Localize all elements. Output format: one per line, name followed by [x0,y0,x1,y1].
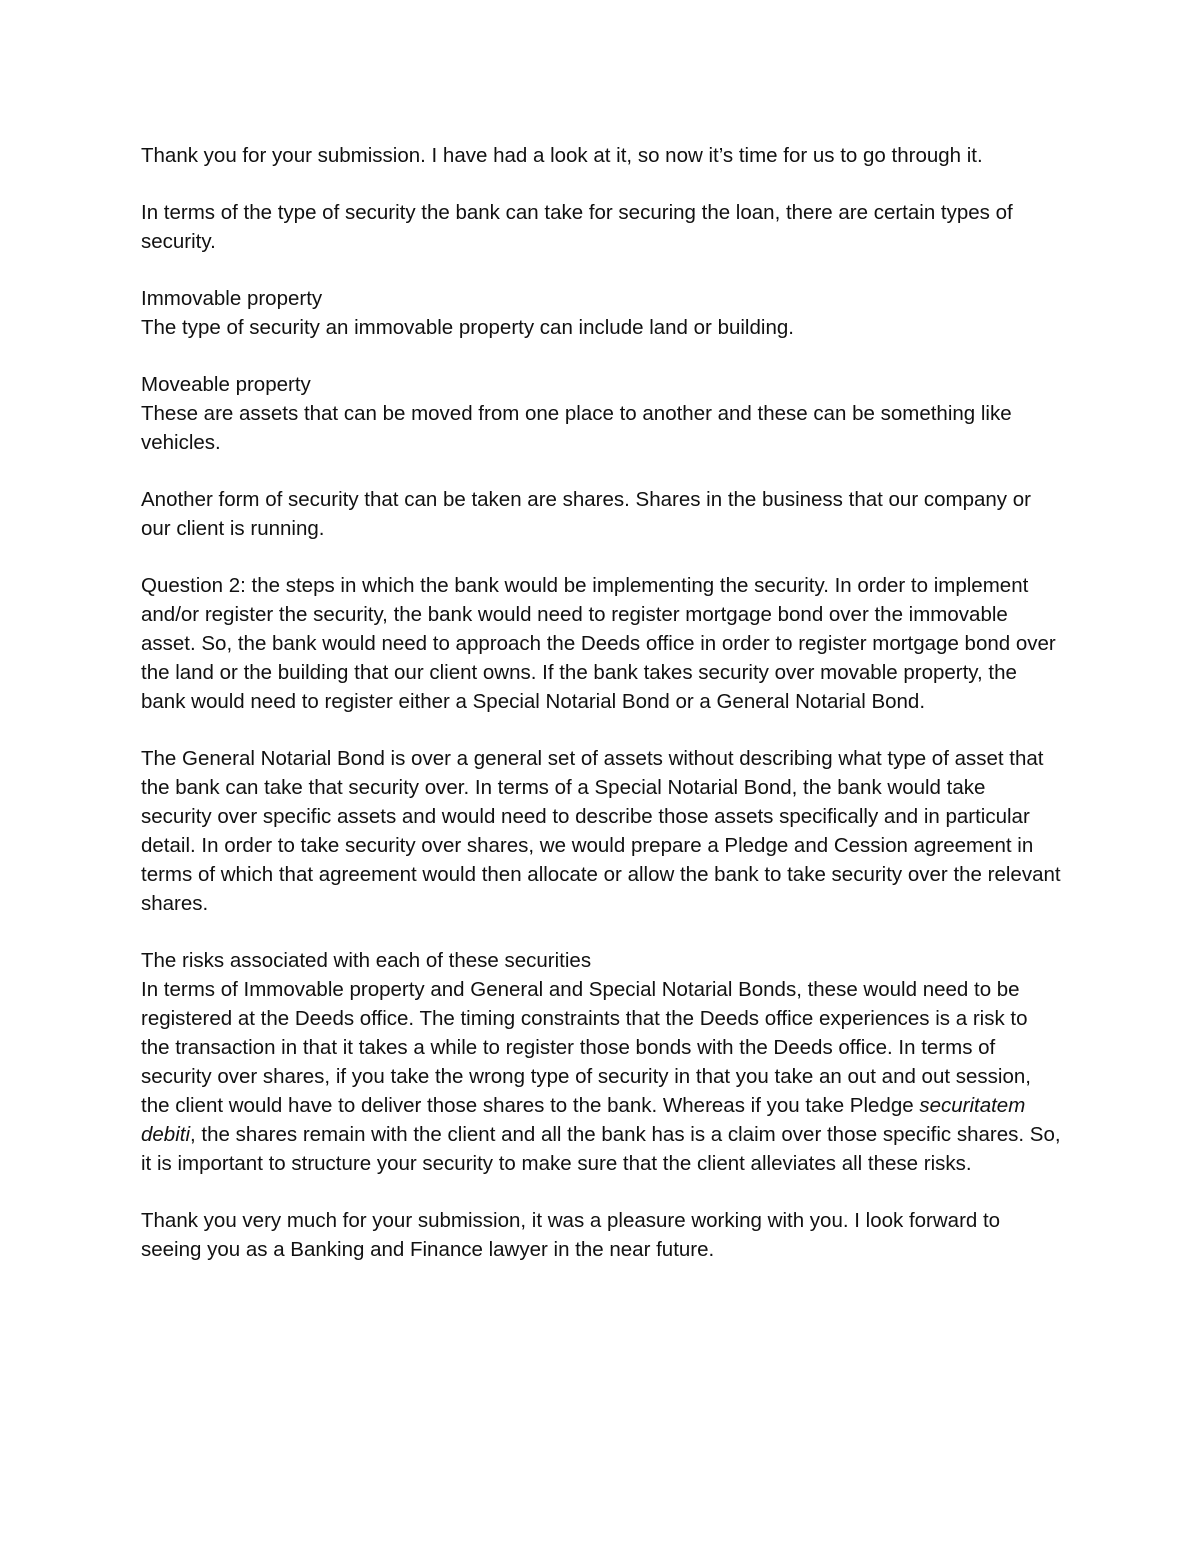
risks-heading: The risks associated with each of these securities [141,949,592,972]
immovable-property-heading: Immovable property [141,287,323,310]
security-types-intro-paragraph: In terms of the type of security the bank can take for securing the loan, there are certain types of security. [141,201,1013,253]
risks-text-part-1: In terms of Immovable property and General and Special Notarial Bonds, these would need to be registered at the Deeds office. The timing constraints that the Deeds office experiences is a risk to the transaction in that it takes a while to register those bonds with the Deeds office. In terms of security over shares, if you take the wrong type of security in that you take an out and out session, the client would have to deliver those shares to the bank. Whereas if you take Pledge [141,978,1031,1117]
question-2-paragraph: Question 2: the steps in which the bank would be implementing the security. In order to implement and/or register the security, the bank would need to register mortgage bond over the immovable asset. So, the bank would need to approach the Deeds office in order to register mortgage bond over the land or the building that our client owns. If the bank takes security over movable property, the bank would need to register either a Special Notarial Bond or a General Notarial Bond. [141,574,1056,713]
risks-text-part-2: , the shares remain with the client and all the bank has is a claim over those specific shares. So, it is important to structure your security to make sure that the client alleviates all these risks. [141,1123,1061,1175]
notarial-bond-paragraph: The General Notarial Bond is over a general set of assets without describing what type of asset that the bank can take that security over. In terms of a Special Notarial Bond, the bank would take security over specific assets and would need to describe those assets specifically and in particular detail. In order to take security over shares, we would prepare a Pledge and Cession agreement in terms of which that agreement would then allocate or allow the bank to take security over the relevant shares. [141,747,1061,915]
immovable-property-text: The type of security an immovable property can include land or building. [141,316,794,339]
moveable-property-section [141,370,1061,457]
intro-paragraph: Thank you for your submission. I have had a look at it, so now it’s time for us to go through it. [141,144,983,167]
shares-paragraph: Another form of security that can be taken are shares. Shares in the business that our company or our client is running. [141,488,1031,540]
document-page [141,141,1061,1292]
risks-latin-term: securitatem debiti [141,1094,1026,1146]
closing-paragraph: Thank you very much for your submission, it was a pleasure working with you. I look forward to seeing you as a Banking and Finance lawyer in the near future. [141,1209,1001,1261]
risks-section [141,946,1061,1178]
moveable-property-text: These are assets that can be moved from one place to another and these can be something like vehicles. [141,402,1012,454]
moveable-property-heading: Moveable property [141,373,311,396]
immovable-property-section [141,284,1061,342]
